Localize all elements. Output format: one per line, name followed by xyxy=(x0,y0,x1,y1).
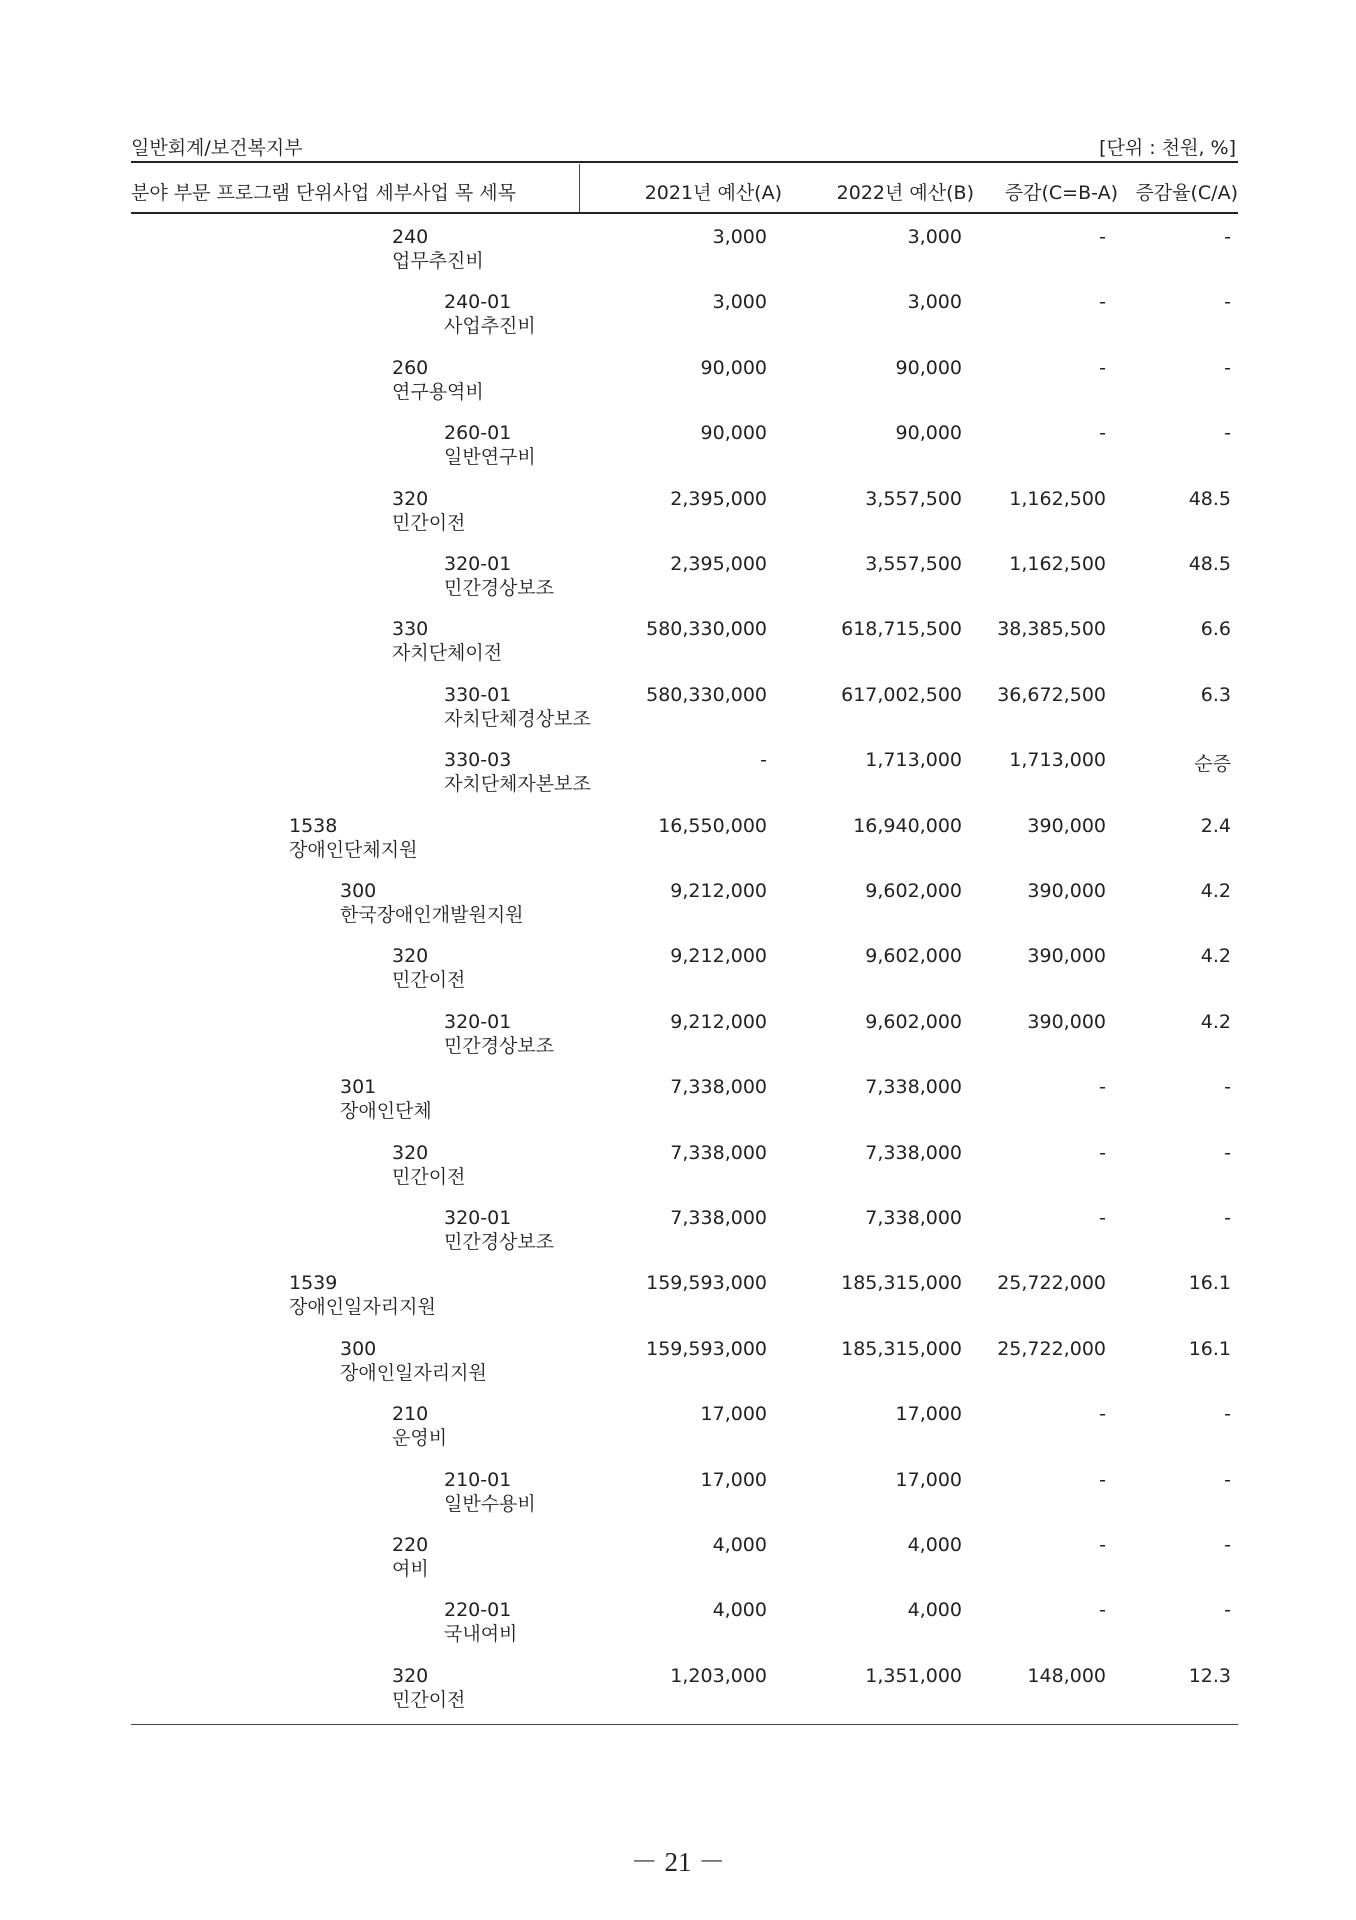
table-row xyxy=(0,618,1356,678)
page-number: － 21 － xyxy=(630,1847,726,1877)
budget-2022-value: 4,000 xyxy=(907,1599,962,1622)
budget-2022-value: 618,715,500 xyxy=(841,618,962,641)
table-bottom-rule xyxy=(131,1724,1238,1725)
rate-value: - xyxy=(1224,1534,1231,1556)
diff-value: 148,000 xyxy=(1027,1664,1106,1687)
item-code: 320 xyxy=(392,487,429,510)
diff-value: 1,162,500 xyxy=(1009,553,1106,575)
budget-2022-value: 185,315,000 xyxy=(841,1272,962,1295)
table-row xyxy=(0,945,1356,1005)
table-row xyxy=(0,815,1356,875)
rate-value: 2.4 xyxy=(1200,814,1231,837)
diff-value: 390,000 xyxy=(1027,814,1106,837)
diff-value: - xyxy=(1099,1599,1106,1622)
budget-2021-value: 7,338,000 xyxy=(670,1076,767,1099)
budget-2022-value: 3,000 xyxy=(907,226,962,248)
table-row xyxy=(0,1272,1356,1332)
rate-column-header: 증감율(C/A) xyxy=(1135,182,1238,204)
item-code: 330-03 xyxy=(444,749,512,772)
item-code: 210 xyxy=(392,1403,429,1426)
budget-2021-value: 580,330,000 xyxy=(646,618,767,641)
table-top-rule xyxy=(131,161,1238,163)
item-name: 민간경상보조 xyxy=(444,577,555,599)
item-name: 민간이전 xyxy=(392,511,466,534)
table-row xyxy=(0,1599,1356,1659)
table-row xyxy=(0,291,1356,351)
rate-value: 48.5 xyxy=(1188,553,1231,575)
item-code: 301 xyxy=(340,1076,377,1099)
rate-value: 4.2 xyxy=(1200,945,1231,968)
budget-2022-value: 185,315,000 xyxy=(841,1337,962,1360)
item-name: 민간이전 xyxy=(392,1688,466,1711)
budget-2022-value: 9,602,000 xyxy=(865,1010,962,1033)
diff-value: - xyxy=(1099,1141,1106,1164)
table-row xyxy=(0,1403,1356,1463)
item-name: 한국장애인개발원지원 xyxy=(340,904,524,926)
budget-2021-value: 2,395,000 xyxy=(670,553,767,575)
budget-2021-value: 2,395,000 xyxy=(670,487,767,510)
budget-2022-value: 90,000 xyxy=(895,422,962,445)
rate-value: - xyxy=(1224,356,1231,379)
table-row xyxy=(0,1469,1356,1529)
budget-2022-value: 3,000 xyxy=(907,291,962,314)
rate-value: 48.5 xyxy=(1188,487,1231,510)
diff-value: 36,672,500 xyxy=(997,683,1106,706)
rate-value: - xyxy=(1224,1468,1231,1491)
item-code: 320-01 xyxy=(444,1010,512,1033)
table-header-rule xyxy=(131,212,1238,214)
diff-value: - xyxy=(1099,291,1106,314)
page-header xyxy=(131,131,1238,161)
table-row xyxy=(0,1534,1356,1594)
budget-2021-value: 90,000 xyxy=(700,356,767,379)
rate-value: 4.2 xyxy=(1200,880,1231,902)
table-row xyxy=(0,226,1356,286)
table-row xyxy=(0,553,1356,613)
item-code: 320 xyxy=(392,945,429,968)
diff-value: 390,000 xyxy=(1027,880,1106,902)
item-code: 240-01 xyxy=(444,291,512,314)
table-row xyxy=(0,684,1356,744)
table-row xyxy=(0,880,1356,940)
budget-2021-value: 17,000 xyxy=(700,1468,767,1491)
budget-2021-value: 90,000 xyxy=(700,422,767,445)
diff-column-header: 증감(C=B-A) xyxy=(1004,182,1118,204)
hierarchy-column-header: 분야 부문 프로그램 단위사업 세부사업 목 세목 xyxy=(131,182,516,204)
diff-value: - xyxy=(1099,1534,1106,1556)
budget-2021-value: - xyxy=(760,749,767,772)
budget-2021-value: 580,330,000 xyxy=(646,683,767,706)
budget-2021-value: 3,000 xyxy=(712,291,767,314)
diff-value: - xyxy=(1099,1207,1106,1229)
budget-2021-value: 159,593,000 xyxy=(646,1272,767,1295)
diff-value: - xyxy=(1099,226,1106,248)
rate-value: - xyxy=(1224,1141,1231,1164)
budget-2021-value: 9,212,000 xyxy=(670,880,767,902)
budget-2022-value: 4,000 xyxy=(907,1534,962,1556)
item-code: 1539 xyxy=(289,1272,338,1295)
item-name: 운영비 xyxy=(392,1427,448,1450)
table-row xyxy=(0,1076,1356,1136)
table-row xyxy=(0,1338,1356,1398)
item-name: 장애인단체 xyxy=(340,1100,432,1123)
diff-value: - xyxy=(1099,1403,1106,1426)
item-code: 260-01 xyxy=(444,422,512,445)
diff-value: - xyxy=(1099,1468,1106,1491)
rate-value: - xyxy=(1224,1599,1231,1622)
rate-value: 12.3 xyxy=(1188,1664,1231,1687)
table-row xyxy=(0,1207,1356,1267)
item-name: 자치단체자본보조 xyxy=(444,773,591,796)
rate-value: - xyxy=(1224,1076,1231,1099)
item-code: 210-01 xyxy=(444,1468,512,1491)
table-row xyxy=(0,749,1356,809)
budget-2022-value: 90,000 xyxy=(895,356,962,379)
budget-2022-value: 3,557,500 xyxy=(865,553,962,575)
budget-2021-column-header: 2021년 예산(A) xyxy=(644,182,782,204)
rate-value: - xyxy=(1224,226,1231,248)
item-name: 장애인단체지원 xyxy=(289,838,418,861)
table-row xyxy=(0,1142,1356,1202)
budget-2021-value: 17,000 xyxy=(700,1403,767,1426)
budget-2022-value: 9,602,000 xyxy=(865,880,962,902)
item-code: 220-01 xyxy=(444,1599,512,1622)
item-code: 260 xyxy=(392,356,429,379)
table-row xyxy=(0,357,1356,417)
table-row xyxy=(0,488,1356,548)
budget-2021-value: 159,593,000 xyxy=(646,1337,767,1360)
item-name: 민간이전 xyxy=(392,969,466,992)
budget-2022-column-header: 2022년 예산(B) xyxy=(836,182,974,204)
diff-value: - xyxy=(1099,422,1106,445)
budget-2021-value: 1,203,000 xyxy=(670,1664,767,1687)
budget-2021-value: 9,212,000 xyxy=(670,945,767,968)
budget-2021-value: 4,000 xyxy=(712,1534,767,1556)
budget-2021-value: 7,338,000 xyxy=(670,1207,767,1229)
rate-value: - xyxy=(1224,1403,1231,1426)
item-code: 300 xyxy=(340,880,377,902)
rate-value: 6.6 xyxy=(1200,618,1231,641)
budget-2021-value: 4,000 xyxy=(712,1599,767,1622)
item-name: 자치단체이전 xyxy=(392,642,503,665)
item-code: 320 xyxy=(392,1664,429,1687)
diff-value: 25,722,000 xyxy=(997,1337,1106,1360)
item-name: 민간경상보조 xyxy=(444,1034,555,1057)
rate-value: - xyxy=(1224,1207,1231,1229)
item-name: 일반수용비 xyxy=(444,1492,536,1515)
diff-value: 38,385,500 xyxy=(997,618,1106,641)
rate-value: - xyxy=(1224,291,1231,314)
rate-value: 16.1 xyxy=(1188,1272,1231,1295)
item-code: 300 xyxy=(340,1337,377,1360)
budget-2021-value: 7,338,000 xyxy=(670,1141,767,1164)
budget-2022-value: 17,000 xyxy=(895,1403,962,1426)
item-name: 사업추진비 xyxy=(444,315,536,338)
rate-value: - xyxy=(1224,422,1231,445)
table-row xyxy=(0,1011,1356,1071)
item-name: 장애인일자리지원 xyxy=(289,1296,436,1319)
budget-2022-value: 1,351,000 xyxy=(865,1664,962,1687)
diff-value: 390,000 xyxy=(1027,1010,1106,1033)
item-name: 자치단체경상보조 xyxy=(444,707,591,730)
item-code: 240 xyxy=(392,226,429,248)
diff-value: 1,713,000 xyxy=(1009,749,1106,772)
table-header xyxy=(131,164,1238,212)
diff-value: 25,722,000 xyxy=(997,1272,1106,1295)
item-code: 320-01 xyxy=(444,1207,512,1229)
item-code: 330 xyxy=(392,618,429,641)
item-name: 일반연구비 xyxy=(444,446,536,469)
rate-value: 4.2 xyxy=(1200,1010,1231,1033)
diff-value: - xyxy=(1099,1076,1106,1099)
budget-2021-value: 16,550,000 xyxy=(658,814,767,837)
item-name: 국내여비 xyxy=(444,1623,518,1646)
budget-2022-value: 7,338,000 xyxy=(865,1141,962,1164)
item-code: 1538 xyxy=(289,814,338,837)
budget-2022-value: 1,713,000 xyxy=(865,749,962,772)
budget-2022-value: 17,000 xyxy=(895,1468,962,1491)
budget-2022-value: 617,002,500 xyxy=(841,683,962,706)
item-name: 민간이전 xyxy=(392,1165,466,1188)
table-row xyxy=(0,422,1356,482)
item-code: 330-01 xyxy=(444,683,512,706)
budget-2022-value: 16,940,000 xyxy=(853,814,962,837)
item-code: 320 xyxy=(392,1141,429,1164)
budget-2021-value: 9,212,000 xyxy=(670,1010,767,1033)
rate-value: 6.3 xyxy=(1200,683,1231,706)
item-name: 장애인일자리지원 xyxy=(340,1361,487,1384)
header-divider xyxy=(579,164,580,212)
item-code: 220 xyxy=(392,1534,429,1556)
item-name: 연구용역비 xyxy=(392,380,484,403)
budget-2022-value: 9,602,000 xyxy=(865,945,962,968)
item-name: 업무추진비 xyxy=(392,250,484,272)
diff-value: 1,162,500 xyxy=(1009,487,1106,510)
table-row xyxy=(0,1665,1356,1725)
budget-2021-value: 3,000 xyxy=(712,226,767,248)
diff-value: - xyxy=(1099,356,1106,379)
diff-value: 390,000 xyxy=(1027,945,1106,968)
item-name: 여비 xyxy=(392,1558,429,1580)
item-name: 민간경상보조 xyxy=(444,1231,555,1253)
rate-value: 순증 xyxy=(1194,753,1231,776)
unit-label: [단위 : 천원, %] xyxy=(1099,137,1236,159)
budget-2022-value: 7,338,000 xyxy=(865,1076,962,1099)
item-code: 320-01 xyxy=(444,553,512,575)
account-title: 일반회계/보건복지부 xyxy=(131,137,303,159)
rate-value: 16.1 xyxy=(1188,1337,1231,1360)
budget-2022-value: 7,338,000 xyxy=(865,1207,962,1229)
budget-2022-value: 3,557,500 xyxy=(865,487,962,510)
